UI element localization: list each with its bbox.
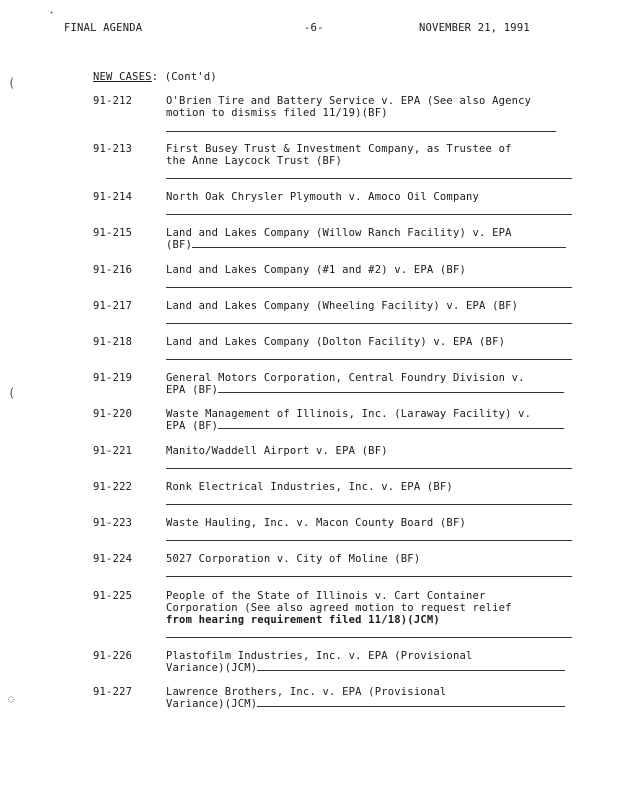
case-title-line: from hearing requirement filed 11/18)(JCM) [166,614,440,626]
case-title-line: Corporation (See also agreed motion to request relief [166,602,512,614]
notes-line [166,540,572,541]
notes-line [166,131,556,132]
case-title-line: Waste Management of Illinois, Inc. (Laraway Facility) v. [166,408,532,420]
case-title-line: First Busey Trust & Investment Company, as Trustee of [166,143,512,155]
case-number: 91-214 [93,191,133,203]
case-title [166,264,586,276]
case-title-line: Plastofilm Industries, Inc. v. EPA (Provisional [166,650,473,662]
case-title [166,227,586,251]
case-title [166,517,586,529]
case-title-line: Lawrence Brothers, Inc. v. EPA (Provisional [166,686,447,698]
case-title [166,143,586,167]
notes-line [192,246,566,248]
case-title-line: Manito/Waddell Airport v. EPA (BF) [166,445,388,457]
section-suffix: : (Cont'd) [151,71,217,83]
case-title-line: North Oak Chrysler Plymouth v. Amoco Oil Company [166,191,480,203]
case-title [166,336,586,348]
case-title [166,686,586,710]
notes-line [166,287,572,288]
header-agenda-title: FINAL AGENDA [64,22,143,34]
case-title [166,590,586,626]
notes-line [166,576,572,577]
case-number: 91-216 [93,264,133,276]
case-title-line: Variance)(JCM) [166,698,258,710]
case-number: 91-219 [93,372,133,384]
notes-line [166,637,572,638]
case-title-line: 5027 Corporation v. City of Moline (BF) [166,553,421,565]
case-number: 91-226 [93,650,133,662]
case-title [166,408,586,432]
case-title-line: Waste Hauling, Inc. v. Macon County Board (BF) [166,517,466,529]
section-label: NEW CASES [93,71,152,83]
header-date: NOVEMBER 21, 1991 [419,22,530,34]
case-number: 91-227 [93,686,133,698]
case-title [166,300,586,312]
case-title [166,650,586,674]
binder-hole-mark: ◌ [8,694,15,705]
notes-line [257,705,565,707]
case-title-line: Land and Lakes Company (Dolton Facility) v. EPA (BF) [166,336,506,348]
case-title-line: EPA (BF) [166,384,219,396]
case-number: 91-220 [93,408,133,420]
case-number: 91-213 [93,143,133,155]
case-title-line: Ronk Electrical Industries, Inc. v. EPA (BF) [166,481,453,493]
notes-line [166,504,572,505]
case-title [166,553,586,565]
case-title-line: Land and Lakes Company (Wheeling Facility) v. EPA (BF) [166,300,519,312]
case-title-line: the Anne Laycock Trust (BF) [166,155,343,167]
case-title-line: Variance)(JCM) [166,662,258,674]
case-number: 91-223 [93,517,133,529]
case-title-line: (BF) [166,239,193,251]
notes-line [166,468,572,469]
case-title-line: People of the State of Illinois v. Cart Container [166,590,486,602]
notes-line [166,178,572,179]
case-title [166,95,586,119]
notes-line [218,391,564,393]
binder-hole-mark: ( [8,76,16,90]
case-title-line: General Motors Corporation, Central Foundry Division v. [166,372,525,384]
header-page-number: -6- [304,22,324,34]
case-number: 91-215 [93,227,133,239]
case-number: 91-221 [93,445,133,457]
case-number: 91-222 [93,481,133,493]
case-number: 91-217 [93,300,133,312]
case-title [166,481,586,493]
case-title [166,372,586,396]
case-number: 91-218 [93,336,133,348]
notes-line [166,214,572,215]
case-title [166,445,586,457]
case-number: 91-224 [93,553,133,565]
case-title-line: O'Brien Tire and Battery Service v. EPA (See also Agency [166,95,532,107]
case-title-line: EPA (BF) [166,420,219,432]
notes-line [257,669,565,671]
notes-line [218,427,564,429]
binder-hole-mark: ( [8,386,16,400]
case-title-line: Land and Lakes Company (Willow Ranch Facility) v. EPA [166,227,512,239]
case-title [166,191,586,203]
case-number: 91-212 [93,95,133,107]
notes-line [166,359,572,360]
section-heading [93,71,217,83]
case-title-line: Land and Lakes Company (#1 and #2) v. EPA (BF) [166,264,466,276]
case-number: 91-225 [93,590,133,602]
case-title-line: motion to dismiss filed 11/19)(BF) [166,107,388,119]
notes-line [166,323,572,324]
scan-mark: · [48,6,56,20]
